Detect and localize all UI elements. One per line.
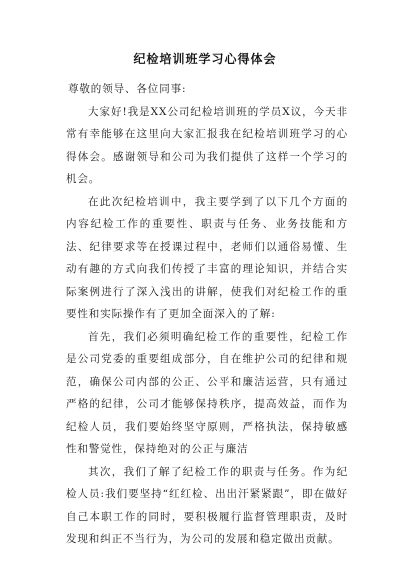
paragraph-intro: 大家好!我是XX公司纪检培训班的学员X议，今天非常有幸能够在这里向大家汇报我在纪检培训班学习的心得体会。感谢领导和公司为我们提供了这样一个学习的机会。 bbox=[66, 105, 348, 185]
paragraph-first-point: 首先，我们必须明确纪检工作的重要性，纪检工作是公司党委的重要组成部分，自在维护公司的纪律和规范，确保公司内部的公正、公平和廉洁运营，只有通过严格的纪律，公司才能够保持秩序，提高效益，而作为纪检人员，我们要始终坚守原则，严格执法，保持敏感性和警觉性，保持绝对的公正与廉洁 bbox=[66, 330, 348, 455]
document-body bbox=[66, 78, 348, 551]
document-title: 纪检培训班学习心得体会 bbox=[133, 52, 277, 66]
paragraph-second-point: 其次，我们了解了纪检工作的职责与任务。作为纪检人员:我们要坚持“红红检、出出汗紧紧跟”，即在做好自己本职工作的同时，要积极履行监督管理职责，及时发现和纠正不当行为，为公司的发展和稳定做出贡献。 bbox=[66, 465, 348, 545]
greeting-line: 尊敬的领导、各位同事: bbox=[68, 83, 187, 95]
paragraph-training-content: 在此次纪检培训中，我主要学到了以下几个方面的内容纪检工作的重要性、职责与任务、业务技能和方法、纪律要求等在授课过程中，老师们以通俗易懂、生动有趣的方式向我们传授了丰富的理论知识，并结合实际案例进行了深入浅出的讲解，使我们对纪检工作的重要性和实际操作有了更加全面深入的了解: bbox=[66, 195, 348, 320]
